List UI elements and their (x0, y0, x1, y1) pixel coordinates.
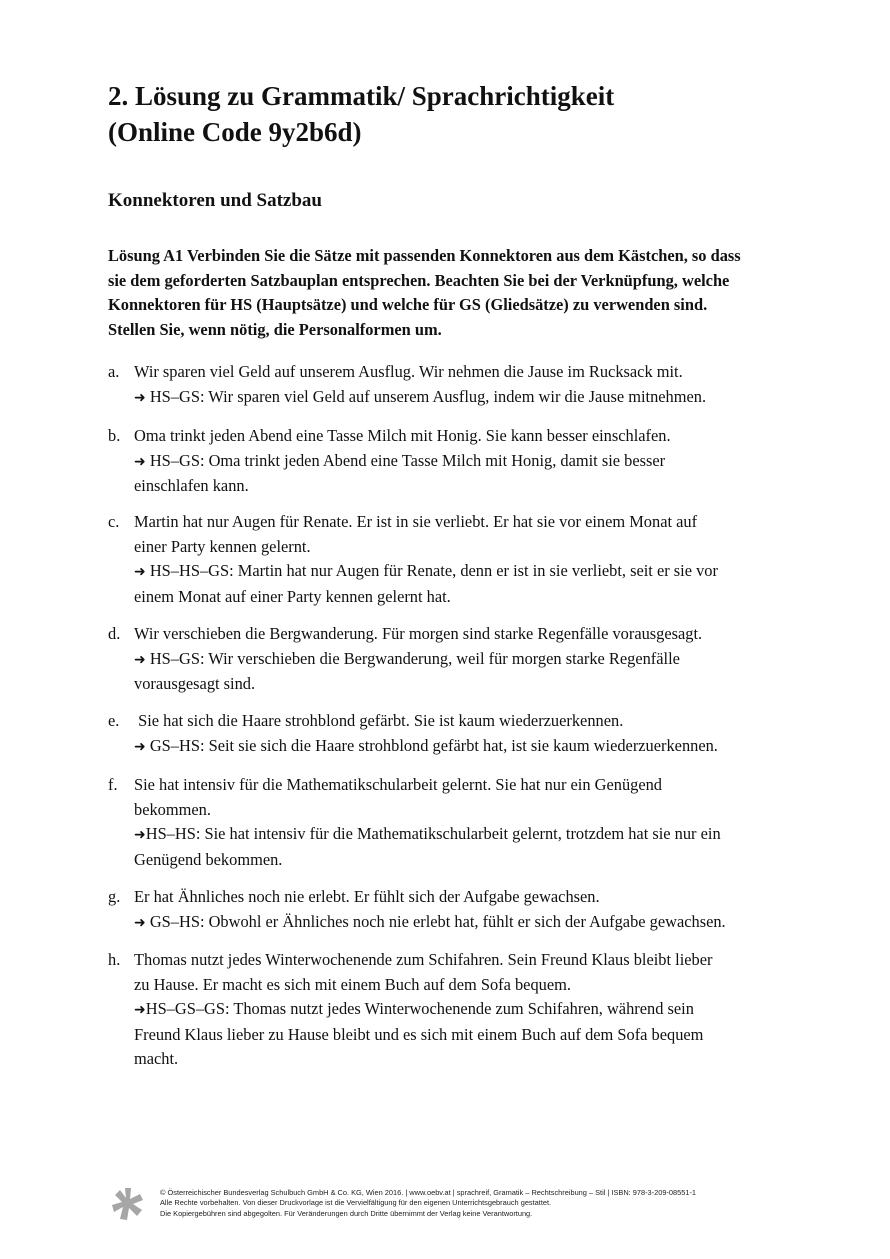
answer-line (134, 385, 788, 411)
answer-text: GS–HS: Obwohl er Ähnliches noch nie erlebt hat, fühlt er sich der Aufgabe gewachsen. (149, 911, 726, 931)
answer-line (134, 734, 788, 760)
arrow-right-icon: ➜ (134, 914, 146, 931)
item-letter: c. (108, 512, 120, 531)
task-line: Lösung A1 Verbinden Sie die Sätze mit passenden Konnektoren aus dem Kästchen, so dass (108, 246, 741, 265)
footer-line: Alle Rechte vorbehalten. Von dieser Druckvorlage ist die Vervielfältigung für den eigenen Unterrichtsgebrauch gestattet. (160, 1198, 552, 1208)
arrow-right-icon: ➜ (134, 564, 146, 580)
answer-line (134, 647, 788, 673)
item-letter: f. (108, 775, 118, 794)
question-line: Sie hat intensiv für die Mathematikschularbeit gelernt. Sie hat nur ein Genügend (134, 775, 662, 794)
footer-text (160, 1188, 810, 1219)
footer-line: Die Kopiergebühren sind abgegolten. Für Veränderungen durch Dritte übernimmt der Verlag keine Verantwortung. (160, 1208, 533, 1218)
task-line: Stellen Sie, wenn nötig, die Personalformen um. (108, 319, 442, 339)
question-line: Er hat Ähnliches noch nie erlebt. Er fühlt sich der Aufgabe gewachsen. (134, 887, 600, 906)
publisher-logo-icon (110, 1186, 146, 1222)
item-letter: a. (108, 362, 120, 381)
question-line: zu Hause. Er macht es sich mit einem Buch auf dem Sofa bequem. (134, 974, 571, 994)
item-letter: g. (108, 887, 121, 906)
answer-line (134, 910, 788, 936)
exercise-item-g (108, 885, 788, 935)
answer-line: vorausgesagt sind. (134, 674, 256, 693)
answer-line: einschlafen kann. (134, 476, 249, 495)
arrow-right-icon: ➜ (134, 827, 146, 843)
answer-text: GS–HS: Seit sie sich die Haare strohblond gefärbt hat, ist sie kaum wiederzuerkennen. (149, 735, 718, 755)
section-heading: Konnektoren und Satzbau (108, 190, 322, 211)
answer-line (134, 997, 788, 1023)
exercise-item-a (108, 360, 788, 410)
arrow-right-icon: ➜ (134, 738, 146, 755)
exercise-item-e (108, 709, 788, 759)
footer-line: © Österreichischer Bundesverlag Schulbuch GmbH & Co. KG, Wien 2016. | www.oebv.at | sprachreif, Gramatik – Rechtschreibung – Stil | ISBN: 978-3-209-08551-1 (160, 1188, 697, 1197)
question-line: Wir sparen viel Geld auf unserem Ausflug. Wir nehmen die Jause im Rucksack mit. (134, 362, 683, 381)
answer-text: HS–GS: Oma trinkt jeden Abend eine Tasse Milch mit Honig, damit sie besser (149, 450, 666, 470)
task-instruction (108, 244, 788, 342)
item-letter: d. (108, 624, 121, 643)
answer-line (134, 822, 788, 848)
exercise-item-h (108, 948, 788, 1072)
question-line: einer Party kennen gelernt. (134, 536, 311, 556)
task-line: sie dem geforderten Satzbauplan entsprechen. Beachten Sie bei der Verknüpfung, welche (108, 270, 730, 290)
answer-text: HS–GS: Wir sparen viel Geld auf unserem Ausflug, indem wir die Jause mitnehmen. (149, 386, 707, 406)
exercise-item-b (108, 424, 788, 499)
answer-line: Freund Klaus lieber zu Hause bleibt und es sich mit einem Buch auf dem Sofa bequem (134, 1024, 704, 1044)
arrow-right-icon: ➜ (134, 651, 146, 668)
title-line-1: 2. Lösung zu Grammatik/ Sprachrichtigkeit (108, 81, 615, 111)
question-line: Oma trinkt jeden Abend eine Tasse Milch mit Honig. Sie kann besser einschlafen. (134, 426, 671, 445)
page-title (108, 78, 808, 150)
title-line-2: (Online Code 9y2b6d) (108, 117, 362, 147)
answer-line (134, 449, 788, 475)
item-letter: e. (108, 711, 120, 730)
question-line: bekommen. (134, 799, 211, 819)
exercise-item-f (108, 773, 788, 872)
item-letter: h. (108, 950, 121, 969)
answer-text: HS–GS: Wir verschieben die Bergwanderung, weil für morgen starke Regenfälle (149, 648, 680, 668)
question-line: Martin hat nur Augen für Renate. Er ist in sie verliebt. Er hat sie vor einem Monat auf (134, 512, 698, 531)
answer-line: macht. (134, 1049, 179, 1068)
answer-text: HS–HS: Sie hat intensiv für die Mathematikschularbeit gelernt, trotzdem hat sie nur ein (145, 824, 721, 843)
question-line: Thomas nutzt jedes Winterwochenende zum Schifahren. Sein Freund Klaus bleibt lieber (134, 950, 713, 969)
exercise-item-c (108, 510, 788, 609)
arrow-right-icon: ➜ (134, 1002, 146, 1018)
exercise-item-d (108, 622, 788, 697)
answer-line: einem Monat auf einer Party kennen gelernt hat. (134, 586, 451, 606)
page-footer (110, 1184, 810, 1224)
answer-text: HS–GS–GS: Thomas nutzt jedes Winterwochenende zum Schifahren, während sein (145, 999, 694, 1018)
arrow-right-icon: ➜ (134, 389, 146, 406)
task-line: Konnektoren für HS (Hauptsätze) und welche für GS (Gliedsätze) zu verwenden sind. (108, 295, 708, 314)
answer-line: Genügend bekommen. (134, 849, 283, 869)
question-line: Sie hat sich die Haare strohblond gefärbt. Sie ist kaum wiederzuerkennen. (134, 711, 624, 730)
answer-text: HS–HS–GS: Martin hat nur Augen für Renate, denn er ist in sie verliebt, seit er sie vor (149, 561, 718, 580)
arrow-right-icon: ➜ (134, 453, 146, 470)
question-line: Wir verschieben die Bergwanderung. Für morgen sind starke Regenfälle vorausgesagt. (134, 624, 703, 643)
answer-line (134, 559, 788, 585)
item-letter: b. (108, 426, 121, 445)
